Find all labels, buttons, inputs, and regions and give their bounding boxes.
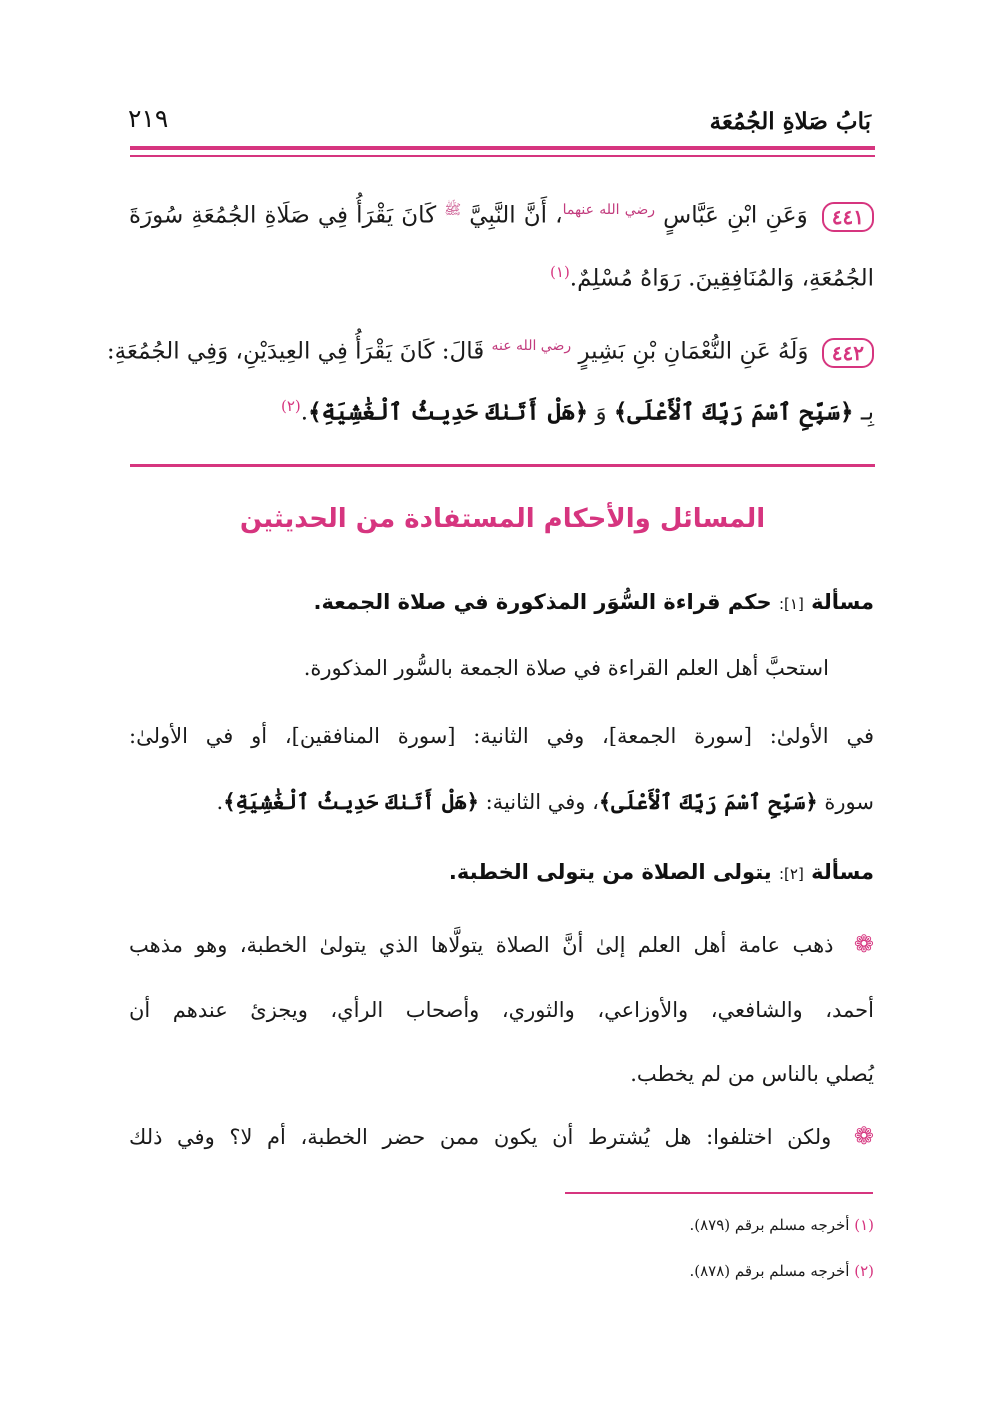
- footnote-text: أخرجه مسلم برقم (٨٧٩).: [689, 1216, 850, 1234]
- hadith-text: الجُمُعَةِ، وَالمُنَافِقِينَ. رَوَاهُ مُسْلِمٌ.: [569, 265, 874, 292]
- paragraph-2-line-1: [129, 716, 874, 756]
- quran-verse: ﴿سَبِّحِ ٱسْمَ رَبِّكَ ٱلْأَعْلَى﴾: [613, 398, 854, 426]
- hadith-number-badge: ٤٤١: [822, 202, 874, 232]
- footnote-number: (٢): [854, 1262, 874, 1280]
- footnote-number: (١): [854, 1216, 874, 1234]
- masala-label: مسألة: [811, 860, 874, 884]
- hadith-441-line-1: [129, 190, 874, 236]
- masala-title: يتولى الصلاة من يتولى الخطبة.: [448, 860, 772, 884]
- paragraph-3-line-2: [129, 990, 874, 1030]
- hadith-text: وَ: [595, 399, 607, 426]
- header-rule-thin: [130, 155, 875, 157]
- honorific-glyph: رضي الله عنهما: [562, 202, 656, 218]
- masala-label: مسألة: [811, 590, 874, 614]
- paragraph-text: استحبَّ أهل العلم القراءة في صلاة الجمعة بالسُّور المذكورة.: [303, 656, 829, 680]
- hadith-442-line-1: [106, 326, 874, 372]
- footnote-rule: [565, 1192, 873, 1194]
- salawat-glyph: ﷺ: [444, 202, 462, 218]
- paragraph-text: ، وفي الثانية:: [485, 790, 599, 814]
- hadith-text: وَلَهُ عَنِ النُّعْمَانِ بْنِ بَشِيرٍ: [578, 338, 809, 365]
- quran-verse: ﴿سَبِّحِ ٱسْمَ رَبِّكَ ٱلْأَعْلَى﴾: [598, 789, 818, 814]
- hadith-text: ، أَنَّ النَّبِيَّ: [469, 202, 563, 229]
- masala-1-heading: [129, 590, 874, 614]
- masala-number: [٢]:: [778, 865, 804, 883]
- hadith-442-line-2: [129, 386, 874, 433]
- hadith-441-line-2: [129, 252, 874, 299]
- paragraph-2-line-2: [129, 782, 874, 822]
- paragraph-text: أحمد، والشافعي، والأوزاعي، والثوري، وأصحاب الرأي، ويجزئ عندهم أن: [129, 998, 874, 1022]
- honorific-glyph: رضي الله عنه: [491, 338, 572, 354]
- masala-number: [١]:: [778, 595, 804, 613]
- footnote-ref[interactable]: (١): [550, 263, 570, 281]
- paragraph-text: ولكن اختلفوا: هل يُشترط أن يكون ممن حضر الخطبة، أم لا؟ وفي ذلك: [129, 1125, 832, 1149]
- paragraph-text: ذهب عامة أهل العلم إلىٰ أنَّ الصلاة يتولَّاها الذي يتولىٰ الخطبة، وهو مذهب: [129, 933, 834, 957]
- header-rule-thick: [130, 146, 875, 150]
- paragraph-3-line-3: [129, 1054, 874, 1094]
- footnote-2: [129, 1262, 874, 1280]
- quran-verse: ﴿هَلْ أَتَىٰكَ حَدِيثُ ٱلْغَٰشِيَةِ﴾: [223, 789, 479, 814]
- footnote-1: [129, 1216, 874, 1234]
- running-title: بَابُ صَلاةِ الجُمُعَة: [709, 108, 871, 135]
- paragraph-1: [129, 648, 829, 688]
- paragraph-text: سورة: [824, 790, 874, 814]
- hadith-text: وَعَنِ ابْنِ عَبَّاسٍ: [663, 202, 808, 229]
- section-title: المسائل والأحكام المستفادة من الحديثين: [239, 504, 766, 534]
- masala-2-heading: [129, 860, 874, 884]
- page-number: ٢١٩: [128, 104, 169, 133]
- paragraph-3-line-1: [129, 924, 874, 965]
- paragraph-text: في الأولىٰ: [سورة الجمعة]، وفي الثانية: [سورة المنافقين]، أو في الأولىٰ:: [129, 724, 874, 748]
- flower-bullet-icon: ❁: [853, 930, 874, 958]
- section-divider: [130, 464, 875, 467]
- hadith-text: كَانَ يَقْرَأُ فِي صَلَاةِ الجُمُعَةِ سُورَةَ: [129, 202, 437, 229]
- hadith-number-badge: ٤٤٢: [822, 338, 874, 368]
- hadith-text: قَالَ: كَانَ يَقْرَأُ فِي العِيدَيْنِ، وَفِي الجُمُعَةِ:: [106, 338, 485, 365]
- quran-verse: ﴿هَلْ أَتَىٰكَ حَدِيثُ ٱلْغَٰشِيَةِ﴾: [308, 398, 589, 426]
- paragraph-text: .: [216, 790, 224, 814]
- masala-title: حكم قراءة السُّوَر المذكورة في صلاة الجمعة.: [313, 590, 772, 614]
- flower-bullet-icon: ❁: [853, 1122, 874, 1150]
- footnote-text: أخرجه مسلم برقم (٨٧٨).: [689, 1262, 850, 1280]
- footnote-ref[interactable]: (٢): [280, 397, 301, 415]
- hadith-text: بِـ: [860, 399, 874, 426]
- hadith-text: .: [300, 399, 309, 426]
- paragraph-text: يُصلي بالناس من لم يخطب.: [630, 1062, 874, 1086]
- paragraph-4-line-1: [129, 1116, 874, 1157]
